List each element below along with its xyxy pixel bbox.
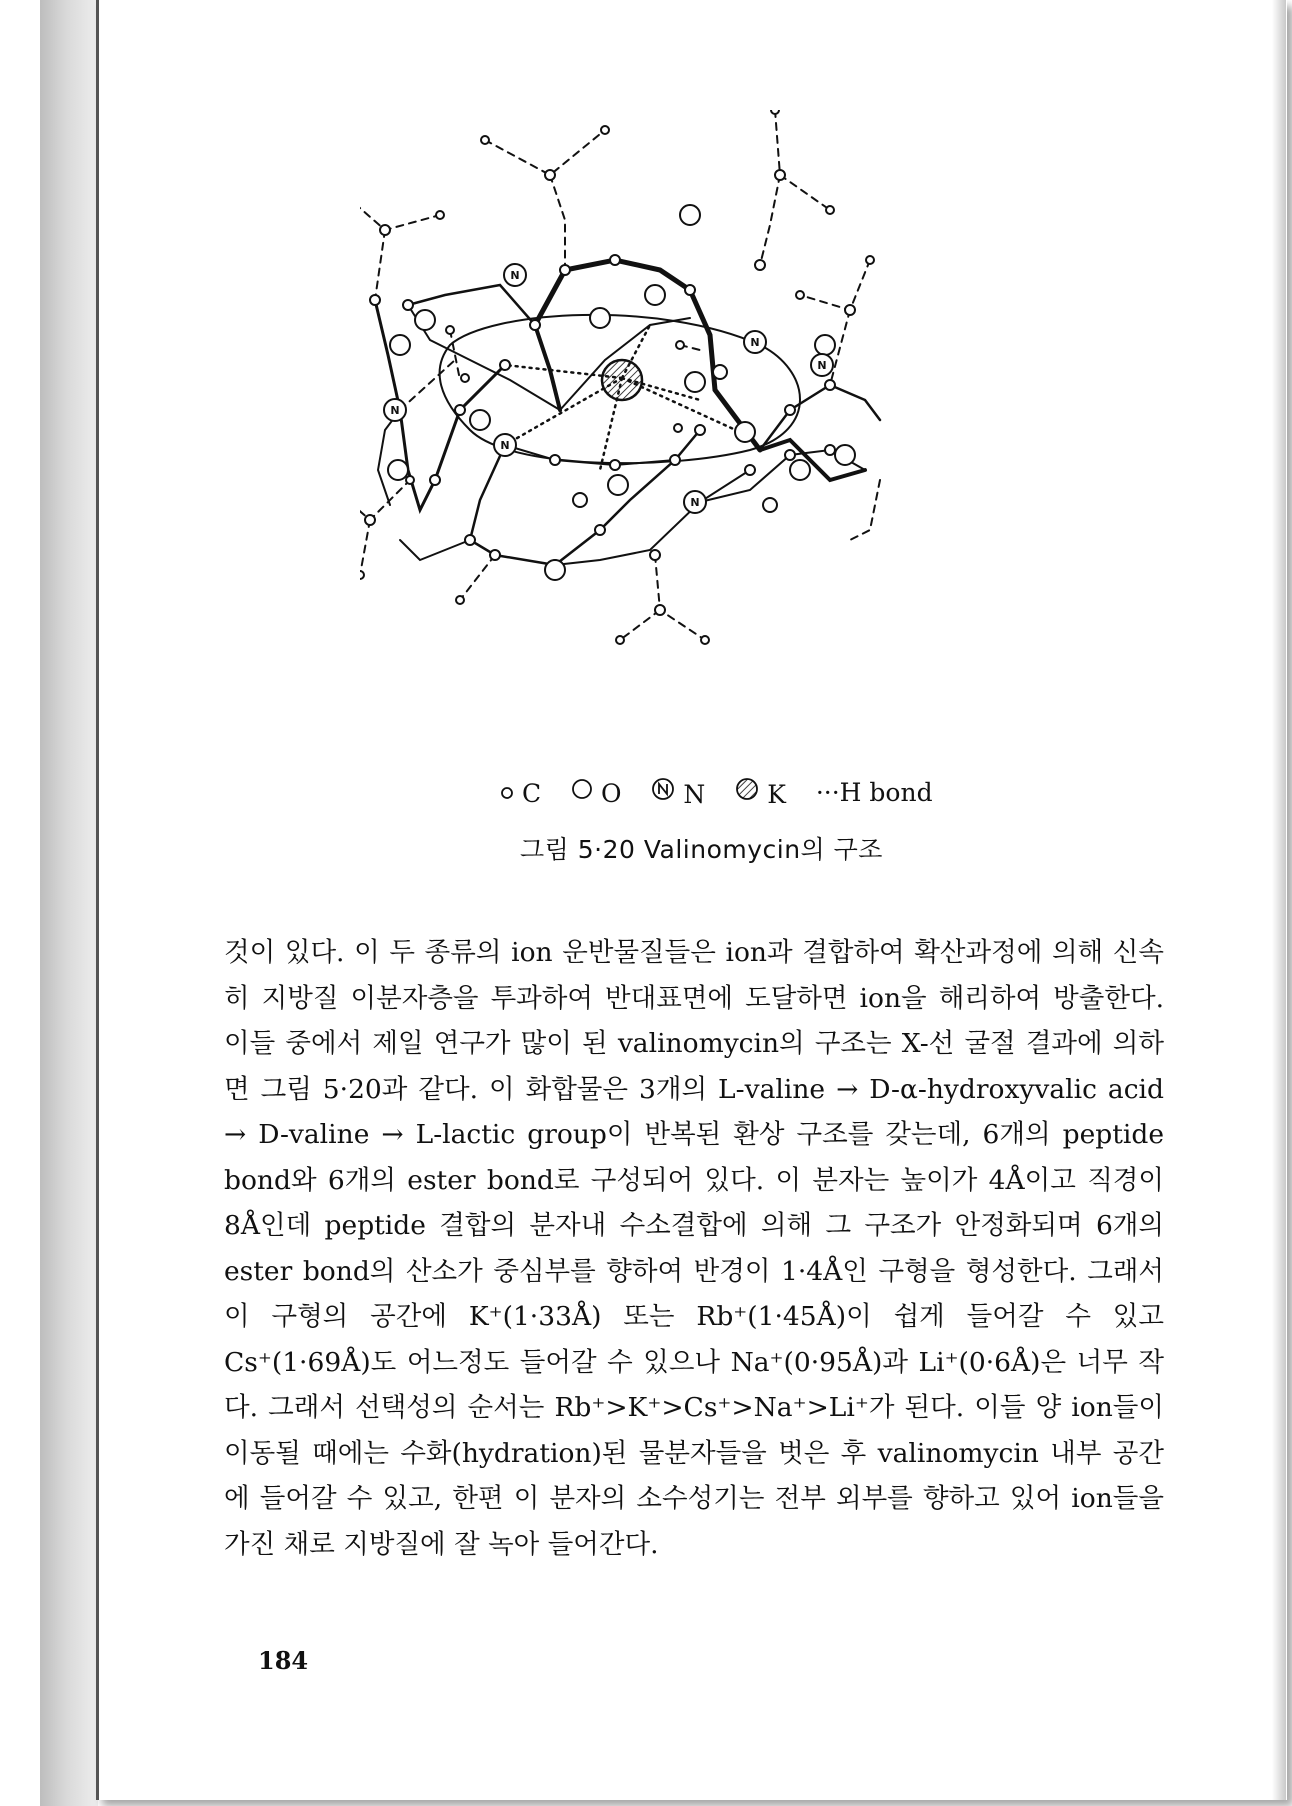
legend-hbond: ···H bond: [815, 778, 933, 807]
legend-nitrogen: N: [651, 777, 705, 809]
figure-caption: 그림 5·20 Valinomycin의 구조: [520, 835, 883, 864]
book-spine-edge: [40, 0, 98, 1806]
nitrogen-atom-label: N: [750, 336, 760, 349]
carbon-atom-icon: [500, 786, 514, 800]
valinomycin-structure-figure: [360, 110, 1020, 760]
potassium-ion-icon: [735, 777, 759, 801]
nitrogen-atom-label: N: [390, 404, 400, 417]
nitrogen-atom-label: N: [817, 359, 827, 372]
figure-legend: [500, 776, 1020, 809]
nitrogen-atom-label: N: [690, 496, 700, 509]
nitrogen-atom-icon: [651, 777, 675, 801]
nitrogen-atom-label: N: [500, 439, 510, 452]
paragraph-text: 것이 있다. 이 두 종류의 ion 운반물질들은 ion과 결합하여 확산과정에 의해 신속히 지방질 이분자층을 투과하여 반대표면에 도달하면 ion을 해리하여 방출한다. 이들 중에서 제일 연구가 많이 된 valinomycin의 구조는 X-선 굴절 결과에 의하면 그림 5·20과 같다. 이 화합물은 3개의 L-valine → D-α-hydroxyvalic acid → D-valine → L-lactic group이 반복된 환상 구조를 갖는데, 6개의 peptide bond와 6개의 ester bond로 구성되어 있다. 이 분자는 높이가 4Å이고 직경이 8Å인데 peptide 결합의 분자내 수소결합에 의해 그 구조가 안정화되며 6개의 ester bond의 산소가 중심부를 향하여 반경이 1·4Å인 구형을 형성한다. 그래서 이 구형의 공간에 K⁺(1·33Å) 또는 Rb⁺(1·45Å)이 쉽게 들어갈 수 있고 Cs⁺(1·69Å)도 어느정도 들어갈 수 있으나 Na⁺(0·95Å)과 Li⁺(0·6Å)은 너무 작다. 그래서 선택성의 순서는 Rb⁺>K⁺>Cs⁺>Na⁺>Li⁺가 된다. 이들 양 ion들이 이동될 때에는 수화(hydration)된 물분자들을 벗은 후 valinomycin 내부 공간에 들어갈 수 있고, 한편 이 분자의 소수성기는 전부 외부를 향하고 있어 ion들을 가진 채로 지방질에 잘 녹아 들어간다.: [224, 937, 1164, 1560]
legend-potassium: K: [735, 777, 786, 809]
page-number: 184: [258, 1646, 309, 1675]
oxygen-atom-icon: [571, 778, 593, 800]
body-paragraph: [224, 930, 1164, 1567]
legend-carbon: C: [500, 777, 541, 808]
valinomycin-molecule-diagram: [360, 110, 1020, 760]
page-right-edge: [1272, 0, 1286, 1800]
legend-oxygen: O: [571, 777, 621, 808]
nitrogen-atom-label: N: [510, 269, 520, 282]
potassium-ion: [602, 360, 642, 400]
